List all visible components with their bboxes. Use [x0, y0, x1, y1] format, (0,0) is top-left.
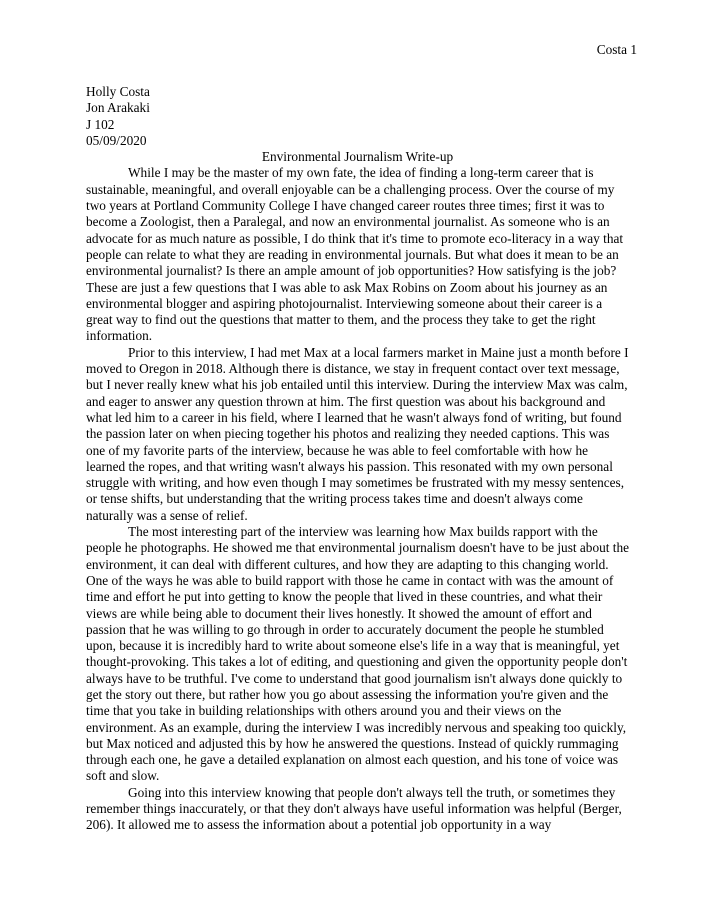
- author-name: Holly Costa: [86, 84, 150, 99]
- running-head: Costa 1: [596, 42, 637, 57]
- paragraph-2: Prior to this interview, I had met Max at a local farmers market in Maine just a month before I moved to Oregon in 2018. Although there is distance, we stay in frequent contact over text message, but I never really knew what his job entailed until this interview. During the interview Max was calm, and eager to answer any question thrown at him. The first question was about his background and what led him to a career in his field, where I learned that he wasn't always fond of writing, but found the passion later on when piecing together his photos and realizing they needed captions. This was one of my favorite parts of the interview, because he was able to feel comfortable with how he learned the ropes, and that writing wasn't always his passion. This resonated with my own personal struggle with writing, and how even though I may sometimes be frustrated with my messy sentences, or tense shifts, but understanding that the writing process takes time and doesn't always come naturally was a sense of relief.: [86, 344, 629, 523]
- paragraph-4: Going into this interview knowing that people don't always tell the truth, or sometimes they remember things inaccurately, or that they don't always have useful information was helpful (Berger, 206). It allowed me to assess the information about a potential job opportunity in a way: [86, 784, 622, 833]
- paragraph-3: The most interesting part of the interview was learning how Max builds rapport with the people he photographs. He showed me that environmental journalism doesn't have to be just about the environment, it can deal with different cultures, and how they are adapting to this changing world. One of the ways he was able to build rapport with those he came in contact with was the amount of time and effort he put into getting to know the people that lived in these countries, and what their views are while being able to document their lives honestly. It showed the amount of effort and passion that he was willing to go through in order to accurately document the people he stumbled upon, because it is incredibly hard to write about someone else's life in a way that is meaningful, yet thought-provoking. This takes a lot of editing, and questioning and given the opportunity people don't always have to be truthful. I've come to understand that good journalism isn't always done quickly to get the story out there, but rather how you go about assessing the information you're given and the time that you take in building relationships with others around you and their views on the environment. As an example, during the interview I was incredibly nervous and speaking too quickly, but Max noticed and adjusted this by how he answered the questions. Instead of quickly rummaging through each one, he gave a detailed explanation on almost each question, and his tone of voice was soft and slow.: [86, 524, 630, 784]
- course-code: J 102: [86, 116, 115, 132]
- document-title: Environmental Journalism Write-up: [261, 149, 454, 165]
- paragraph-1: While I may be the master of my own fate, the idea of finding a long-term career that is sustainable, meaningful, and overall enjoyable can be a challenging process. Over the course of my two years at Portland Community College I have changed career routes three times; first it was to become a Zoologist, then a Paralegal, and now an environmental journalist. As someone who is an advocate for as much nature as possible, I do think that it's time to promote eco-literacy in a way that people can relate to what they are reading in environmental journals. But what does it mean to be an environmental journalist? Is there an ample amount of job opportunities? How satisfying is the job? These are just a few questions that I was able to ask Max Robins on Zoom about his journey as an environmental blogger and aspiring photojournalist. Interviewing someone about their career is a great way to find out the questions that matter to them, and the process they take to get the right information.: [86, 165, 624, 344]
- document-date: 05/09/2020: [86, 132, 147, 148]
- document-body: [86, 84, 629, 834]
- instructor-name: Jon Arakaki: [86, 100, 150, 116]
